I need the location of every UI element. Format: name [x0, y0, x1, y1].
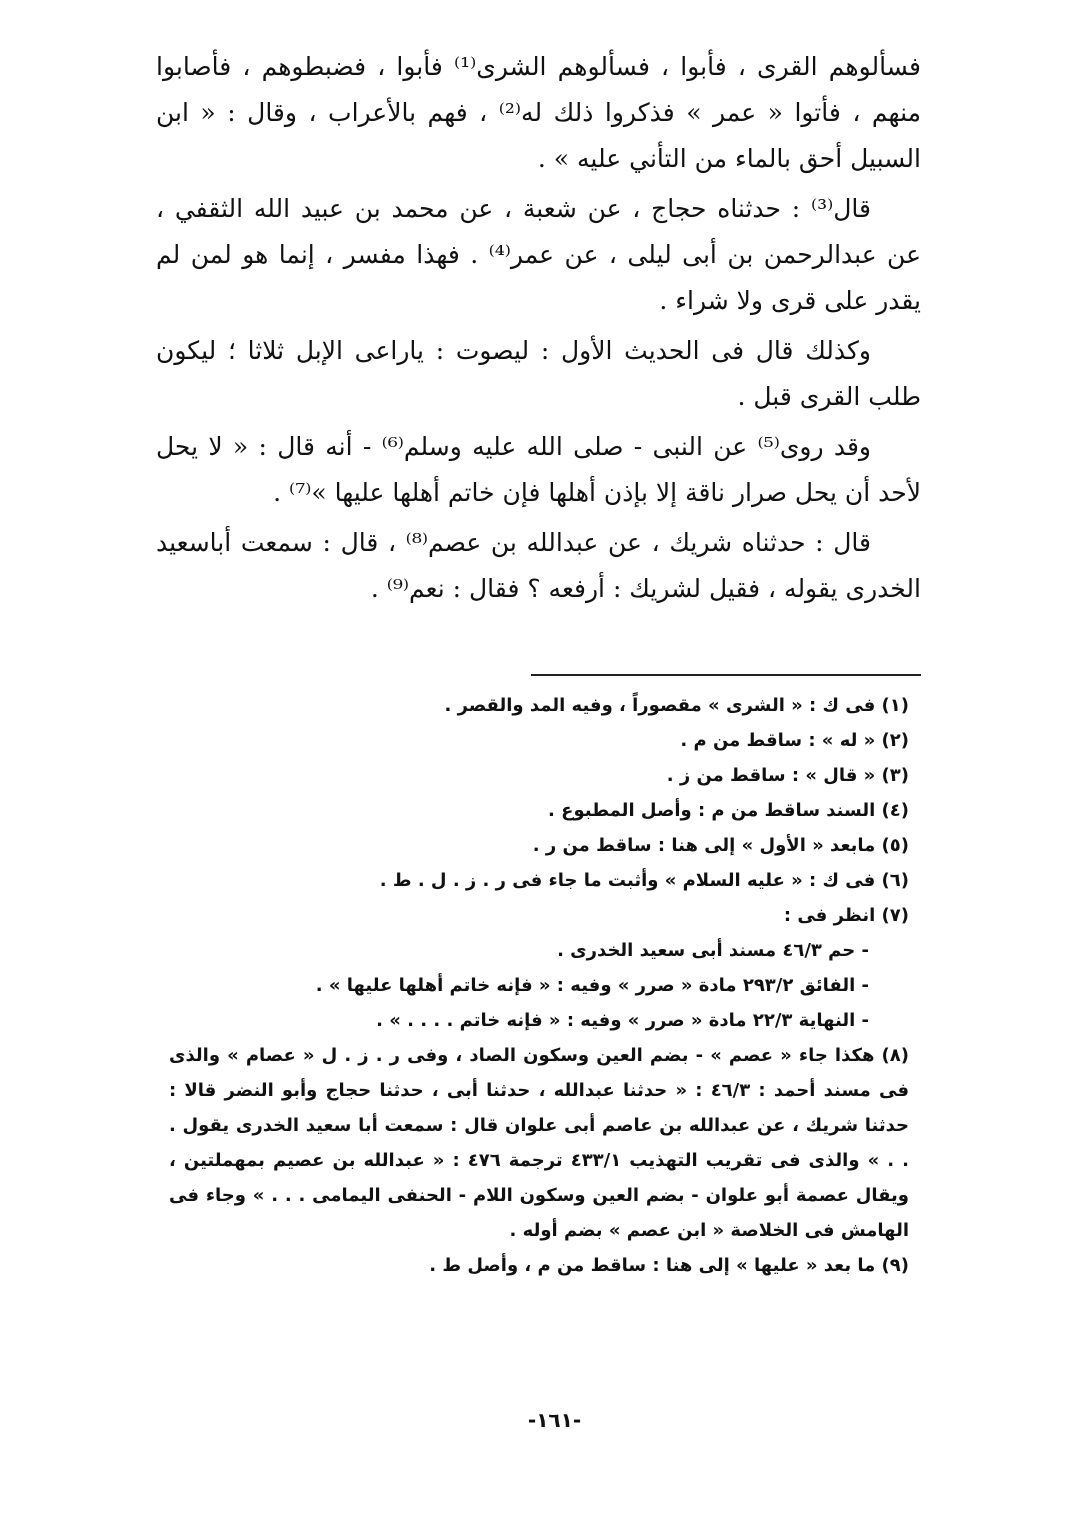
footnote-7-item-2: - الفائق ٢٩٣/٢ مادة « صرر » وفيه : « فإنه خاتم أهلها عليها » . — [315, 975, 869, 996]
footnote-divider — [531, 674, 921, 676]
paragraph-4: وقد روى⁽⁵⁾ عن النبى - صلى الله عليه وسلم⁽⁶⁾ - أنه قال : « لا يحل لأحد أن يحل صرار ناقة إلا بإذن أهلها فإن خاتم أهلها عليها »⁽⁷⁾ . — [156, 432, 921, 507]
page-number: -١٦١- — [527, 1408, 582, 1432]
footnote-7-item-1: - حم ٤٦/٣ مسند أبى سعيد الخدرى . — [557, 940, 869, 961]
paragraph-5: قال : حدثناه شريك ، عن عبدالله بن عصم⁽⁸⁾ ، قال : سمعت أباسعيد الخدرى يقوله ، فقيل لشريك : أرفعه ؟ فقال : نعم⁽⁹⁾ . — [156, 528, 921, 603]
paragraph-3: وكذلك قال فى الحديث الأول : ليصوت : ياراعى الإبل ثلاثا ؛ ليكون طلب القرى قبل . — [156, 336, 921, 411]
footnote-6: (٦) فى ك : « عليه السلام » وأثبت ما جاء فى ر . ز . ل . ط . — [379, 870, 909, 891]
footnote-8: (٨) هكذا جاء « عصم » - بضم العين وسكون الصاد ، وفى ر . ز . ل « عصام » والذى فى مسند أحمد : ٤٦/٣ : « حدثنا عبدالله ، حدثنا أبى ، حدثنا حجاج وأبو النضر قالا : حدثنا شريك ، عن عبدالله بن عاصم أبى علوان قال : سمعت أبا سعيد الخدرى يقول . . . » والذى فى تقريب التهذيب ٤٣٣/١ ترجمة ٤٧٦ : « عبدالله بن عصيم بمهملتين ، ويقال عصمة أبو علوان - بضم العين وسكون اللام - الحنفى اليمامى . . . » وجاء فى الهامش فى الخلاصة « ابن عصم » بضم أوله . — [169, 1045, 910, 1241]
footnote-9: (٩) ما بعد « عليها » إلى هنا : ساقط من م ، وأصل ط . — [429, 1255, 909, 1276]
footnote-1: (١) فى ك : « الشرى » مقصوراً ، وفيه المد والقصر . — [444, 695, 909, 716]
footnotes-section — [169, 688, 909, 1283]
main-text-body — [156, 44, 921, 616]
footnote-7-item-3: - النهاية ٢٢/٣ مادة « صرر » وفيه : « فإنه خاتم . . . . » . — [376, 1010, 869, 1031]
footnote-4: (٤) السند ساقط من م : وأصل المطبوع . — [548, 800, 909, 821]
footnote-7: (٧) انظر فى : — [783, 905, 909, 926]
paragraph-1: فسألوهم القرى ، فأبوا ، فسألوهم الشرى⁽¹⁾ فأبوا ، فضبطوهم ، فأصابوا منهم ، فأتوا « عمر » فذكروا ذلك له⁽²⁾ ، فهم بالأعراب ، وقال : « ابن السبيل أحق بالماء من التأني عليه » . — [156, 52, 922, 173]
footnote-2: (٢) « له » : ساقط من م . — [680, 730, 909, 751]
footnote-3: (٣) « قال » : ساقط من ز . — [666, 765, 909, 786]
footnote-5: (٥) مابعد « الأول » إلى هنا : ساقط من ر . — [532, 835, 909, 856]
paragraph-2: قال⁽³⁾ : حدثناه حجاج ، عن شعبة ، عن محمد بن عبيد الله الثقفي ، عن عبدالرحمن بن أبى ليلى ، عن عمر⁽⁴⁾ . فهذا مفسر ، إنما هو لمن لم يقدر على قرى ولا شراء . — [156, 194, 922, 315]
